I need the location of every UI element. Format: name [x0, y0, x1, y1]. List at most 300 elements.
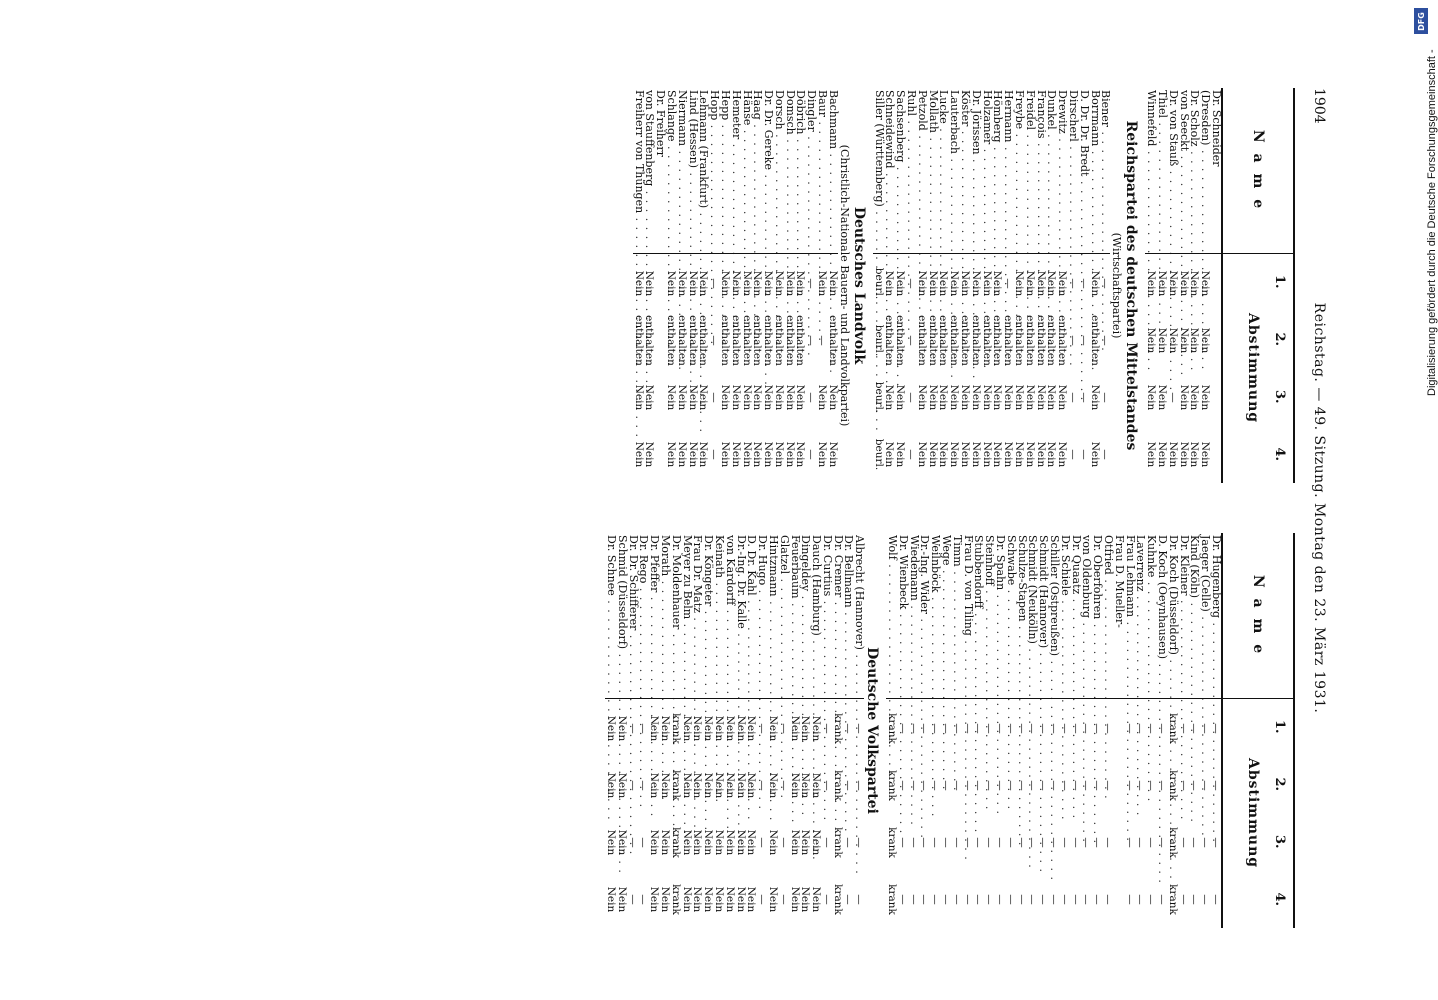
- vote-cell: enthalten: [643, 315, 656, 366]
- vote-cell: Nein: [658, 715, 671, 742]
- vote-cell: —: [1188, 837, 1201, 848]
- vote-cell: —: [1026, 837, 1039, 848]
- member-name: Schmidt (Neukölln) . . .: [1027, 533, 1038, 695]
- member-name: von Kardorff . . .: [724, 533, 735, 695]
- member-name: Steinhoff . . .: [983, 533, 994, 695]
- vote-cell: Nein: [799, 772, 812, 799]
- vote-cell: Nein: [810, 829, 823, 856]
- vote-cell: Nein: [643, 270, 656, 297]
- vote-cell: —: [637, 894, 650, 905]
- vote-cell: —: [1080, 723, 1093, 734]
- vote-cell: enthalten: [751, 315, 764, 366]
- vote-cell: —: [950, 723, 963, 734]
- vote-cell: Nein: [712, 772, 725, 799]
- vote-cell: Nein: [643, 441, 656, 468]
- table-row: [633, 88, 644, 483]
- vote-cell: Nein: [691, 715, 704, 742]
- vote-cell: Nein: [615, 715, 628, 742]
- vote-cell: —: [983, 723, 996, 734]
- vote-cells: [1145, 255, 1156, 483]
- vote-cell: Nein: [751, 384, 764, 411]
- vote-cell: Nein: [1056, 270, 1069, 297]
- member-name: Dingeldey . . .: [800, 533, 811, 695]
- table-row: [806, 88, 817, 483]
- vote-cell: Nein: [1199, 384, 1212, 411]
- vote-cell: Nein: [648, 829, 661, 856]
- vote-cell: —: [972, 837, 985, 848]
- vote-cell: Nein: [915, 384, 928, 411]
- vote-cell: —: [626, 894, 639, 905]
- vote-cell: —: [1077, 449, 1090, 460]
- table-row: [948, 88, 962, 483]
- vote-cell: Nein: [1166, 327, 1179, 354]
- vote-cell: krank: [669, 770, 682, 801]
- vote-cell: Nein: [883, 384, 896, 411]
- vote-cells: [605, 700, 616, 928]
- vote-cell: —: [1177, 780, 1190, 791]
- vote-cell: —: [1015, 894, 1028, 905]
- member-name: Albrecht (Hannover) . . .: [854, 533, 865, 695]
- vote-cell: —: [1210, 894, 1222, 905]
- vote-cell: —: [1026, 723, 1039, 734]
- party-title: Deutsches Landvolk: [850, 206, 867, 365]
- page-number: 1904: [1311, 88, 1327, 124]
- vote-cell: Nein: [883, 270, 896, 297]
- party-subtitle: (Christlich-Nationale Bauern- und Landvolkpartei): [837, 144, 851, 427]
- vote-cell: Nein: [680, 829, 693, 856]
- vote-cell: Nein: [788, 715, 801, 742]
- vote-cell: —: [907, 780, 920, 791]
- member-list: [633, 88, 838, 483]
- party-heading: [864, 533, 880, 928]
- vote-cell: —: [950, 780, 963, 791]
- vote-cell: —: [626, 723, 639, 734]
- vote-cell: Nein: [745, 829, 758, 856]
- vote-cells: [806, 255, 817, 483]
- vote-cells: [983, 700, 994, 928]
- vote-cell: Nein: [734, 772, 747, 799]
- vote-cell: Nein: [783, 441, 796, 468]
- vote-cell: krank: [886, 884, 899, 915]
- vote-cell: Nein: [794, 384, 807, 411]
- vote-cell: —: [994, 894, 1007, 905]
- vote-cell: —: [777, 894, 790, 905]
- vote-cell: enthalten: [729, 315, 742, 366]
- member-name: Meyer zu Belm . . .: [681, 533, 692, 695]
- vote-cell: Nein: [718, 441, 731, 468]
- member-list: [1145, 88, 1221, 483]
- member-name: Keinath . . .: [713, 533, 724, 695]
- vote-cell: —: [805, 335, 818, 346]
- vote-cell: Nein: [697, 384, 710, 411]
- vote-cell: —: [1067, 335, 1080, 346]
- vote-cell: Nein: [794, 441, 807, 468]
- dfg-logo: DFG: [1414, 8, 1428, 34]
- member-name: Petzold . . .: [916, 88, 927, 250]
- vote-cell: Nein: [959, 384, 972, 411]
- vote-cell: Nein: [686, 384, 699, 411]
- vote-cell: —: [1134, 780, 1147, 791]
- vote-cell: Nein: [991, 384, 1004, 411]
- vote-cell: —: [1156, 894, 1169, 905]
- vote-cell: —: [805, 278, 818, 289]
- vote-cell: Nein: [718, 270, 731, 297]
- vote-cell: Nein: [1045, 270, 1058, 297]
- vote-cell: —: [1177, 723, 1190, 734]
- vote-cell: Nein: [794, 270, 807, 297]
- vote-cell: —: [853, 780, 866, 791]
- member-name: Wiedemann . . .: [908, 533, 919, 695]
- vote-cell: krank: [831, 713, 844, 744]
- member-name: Drewitz . . .: [1056, 88, 1067, 250]
- party-title: Deutsche Volkspartei: [864, 647, 881, 814]
- vote-cell: enthalten: [632, 315, 645, 366]
- member-name: von Stauffenberg . . .: [644, 88, 655, 250]
- vote-cell: —: [1077, 392, 1090, 403]
- vote-cell: Nein: [1145, 270, 1158, 297]
- vote-cell: Nein: [915, 441, 928, 468]
- vote-cell: Nein: [740, 270, 753, 297]
- vote-cell: —: [983, 894, 996, 905]
- member-name: D. Dr. Dr. Bredt . . .: [1078, 88, 1089, 250]
- vote-cell: —: [1102, 894, 1115, 905]
- vote-cell: Nein: [826, 384, 839, 411]
- vote-cell: Nein: [718, 384, 731, 411]
- vote-cell: Nein: [948, 441, 961, 468]
- vote-cell: —: [929, 723, 942, 734]
- vote-cell: Nein: [1045, 441, 1058, 468]
- vote-cell: Nein: [959, 270, 972, 297]
- vote-cell: beurl.: [872, 381, 885, 414]
- member-name: (Dresden) . . .: [1199, 88, 1210, 250]
- vote-cell: —: [1145, 894, 1158, 905]
- member-name: Dr. Bellmann . . .: [843, 533, 854, 695]
- vote-cell: Nein: [615, 772, 628, 799]
- vote-cell: —: [777, 780, 790, 791]
- vote-cell: —: [842, 894, 855, 905]
- vote-cell: enthalten: [1034, 315, 1047, 366]
- vote-cell: Nein: [648, 715, 661, 742]
- vote-cell: —: [983, 780, 996, 791]
- vote-cell: —: [918, 894, 931, 905]
- table-row: [873, 88, 884, 483]
- vote-number: 3.: [1272, 389, 1287, 404]
- vote-cell: enthalten: [915, 315, 928, 366]
- vote-cell: Nein: [948, 384, 961, 411]
- party-heading: [838, 88, 867, 483]
- vote-cell: Nein: [1156, 270, 1169, 297]
- party-heading: [1110, 88, 1139, 483]
- vote-cell: —: [842, 837, 855, 848]
- member-name: Winnefeld . . .: [1145, 88, 1156, 250]
- vote-cell: Nein: [751, 270, 764, 297]
- member-name: Dr. Kleiner . . .: [1178, 533, 1189, 695]
- vote-cell: —: [1188, 894, 1201, 905]
- vote-cell: —: [1048, 837, 1061, 848]
- member-name: Döbrich . . .: [795, 88, 806, 250]
- member-name: Dr. Rego . . .: [638, 533, 649, 695]
- vote-cell: krank: [669, 713, 682, 744]
- vote-cells: [886, 700, 897, 928]
- member-name: Dr. Cremer . . .: [832, 533, 843, 695]
- vote-cells: [894, 255, 905, 483]
- vote-cell: Nein: [1177, 384, 1190, 411]
- vote-cell: Nein: [740, 441, 753, 468]
- name-column-header: N a m e: [1223, 88, 1293, 254]
- vote-cell: —: [1145, 723, 1158, 734]
- vote-cell: —: [896, 780, 909, 791]
- vote-cell: —: [1145, 837, 1158, 848]
- vote-cell: Nein: [675, 270, 688, 297]
- vote-cell: Nein: [1056, 441, 1069, 468]
- vote-cell: —: [1099, 392, 1112, 403]
- vote-cell: Nein: [664, 384, 677, 411]
- vote-cell: krank: [886, 770, 899, 801]
- member-name: Schmid (Düsseldorf) . . .: [616, 533, 627, 695]
- vote-cell: —: [626, 780, 639, 791]
- vote-cell: enthalten: [686, 315, 699, 366]
- table-row: [929, 533, 943, 928]
- member-name: Dr. Oberfohren . . .: [1091, 533, 1102, 695]
- vote-cell: —: [1134, 723, 1147, 734]
- vote-cell: Nein: [816, 270, 829, 297]
- member-name: Dr. Jörissen . . .: [970, 88, 981, 250]
- vote-cell: Nein: [1156, 384, 1169, 411]
- vote-cell: Nein: [926, 384, 939, 411]
- member-name: Niermann . . .: [676, 88, 687, 250]
- member-name: Morath . . .: [659, 533, 670, 695]
- vote-cell: enthalten: [883, 315, 896, 366]
- vote-cell: —: [1037, 837, 1050, 848]
- vote-cell: Nein: [702, 772, 715, 799]
- vote-cell: Nein: [1188, 327, 1201, 354]
- vote-cell: Nein: [799, 715, 812, 742]
- member-name: Schneidewind . . .: [884, 88, 895, 250]
- member-name: Frau Lehmann . . .: [1124, 533, 1135, 695]
- vote-cell: —: [961, 780, 974, 791]
- table-row: [1199, 533, 1213, 928]
- vote-cell: Nein: [826, 270, 839, 297]
- vote-cell: enthalten: [969, 315, 982, 366]
- vote-cell: krank: [669, 884, 682, 915]
- member-name: Sachsenberg . . .: [894, 88, 905, 250]
- vote-cell: —: [1188, 723, 1201, 734]
- member-name: Dr. Hugo . . .: [756, 533, 767, 695]
- member-name: Hintzmann . . .: [767, 533, 778, 695]
- vote-cell: Nein: [745, 886, 758, 913]
- member-name: D. Dr. Kahl . . .: [746, 533, 757, 695]
- vote-cell: —: [708, 392, 721, 403]
- vote-cell: —: [994, 723, 1007, 734]
- vote-cell: enthalten: [894, 315, 907, 366]
- vote-cell: Nein: [1188, 270, 1201, 297]
- vote-cell: Nein: [648, 772, 661, 799]
- vote-cell: Nein: [948, 270, 961, 297]
- vote-cell: —: [1123, 780, 1136, 791]
- member-name: Lehmann (Frankfurt) . . .: [698, 88, 709, 250]
- member-name: Dr. Spahn . . .: [994, 533, 1005, 695]
- member-name: Dauch (Hamburg) . . .: [810, 533, 821, 695]
- vote-cell: —: [1199, 723, 1212, 734]
- vote-cell: —: [1069, 894, 1082, 905]
- vote-cell: —: [1210, 837, 1222, 848]
- vote-cell: —: [994, 780, 1007, 791]
- vote-cell: Nein: [810, 715, 823, 742]
- vote-cell: Nein: [1034, 441, 1047, 468]
- vote-cell: Nein: [680, 886, 693, 913]
- member-list: [604, 533, 867, 928]
- vote-cell: —: [907, 837, 920, 848]
- vote-cell: enthalten: [794, 315, 807, 366]
- vote-cell: enthalten: [980, 315, 993, 366]
- member-name: Kind (Köln) . . .: [1189, 533, 1200, 695]
- vote-cell: Nein: [615, 886, 628, 913]
- vote-cell: Nein: [604, 772, 617, 799]
- vote-cell: —: [1048, 723, 1061, 734]
- member-name: Weilnböck . . .: [929, 533, 940, 695]
- vote-cells: [665, 255, 676, 483]
- vote-cell: Nein: [729, 441, 742, 468]
- vote-cell: Nein: [783, 270, 796, 297]
- member-name: Dr. Köngeter . . .: [702, 533, 713, 695]
- vote-cells: [1091, 700, 1102, 928]
- table-row: [1145, 533, 1159, 928]
- vote-cell: Nein: [937, 270, 950, 297]
- vote-cell: Nein: [712, 886, 725, 913]
- vote-cell: Nein: [632, 270, 645, 297]
- member-name: Domsch . . .: [784, 88, 795, 250]
- vote-cell: enthalten: [937, 315, 950, 366]
- vote-cell: —: [1004, 723, 1017, 734]
- vote-cell: —: [950, 837, 963, 848]
- member-name: François . . .: [1035, 88, 1046, 250]
- vote-cell: Nein: [762, 270, 775, 297]
- table-row: [1199, 88, 1213, 483]
- scan-credit: [1412, 8, 1438, 408]
- member-name: Laverrenz . . .: [1135, 533, 1146, 695]
- party-title: Reichspartei des deutschen Mittelstandes: [1123, 120, 1140, 451]
- vote-cell: —: [1102, 723, 1115, 734]
- member-name: Dr. Dr. Gereke . . .: [762, 88, 773, 250]
- vote-cell: —: [1080, 837, 1093, 848]
- vote-number: 4.: [1272, 447, 1287, 462]
- vote-cell: Nein: [604, 886, 617, 913]
- member-name: Hermann . . .: [1002, 88, 1013, 250]
- vote-cell: —: [972, 723, 985, 734]
- vote-cell: Nein: [664, 270, 677, 297]
- vote-cell: —: [907, 723, 920, 734]
- vote-cell: Nein: [915, 270, 928, 297]
- vote-cell: Nein: [1145, 384, 1158, 411]
- vote-cell: enthalten: [1002, 315, 1015, 366]
- vote-cell: —: [756, 837, 769, 848]
- vote-cell: Nein: [734, 715, 747, 742]
- vote-cell: Nein: [762, 441, 775, 468]
- vote-column-header: [1223, 698, 1293, 928]
- vote-cell: Nein: [751, 441, 764, 468]
- vote-cell: enthalten: [826, 315, 839, 366]
- vote-cell: —: [1037, 894, 1050, 905]
- member-name: Jaeger (Celle) . . .: [1199, 533, 1210, 695]
- vote-cell: Nein: [783, 384, 796, 411]
- vote-title: Abstimmung: [1245, 312, 1261, 424]
- vote-cell: —: [1145, 780, 1158, 791]
- vote-cell: enthalten: [697, 315, 710, 366]
- vote-cell: Nein: [772, 384, 785, 411]
- vote-cell: —: [961, 894, 974, 905]
- member-name: Frau D. von Tiling . . .: [962, 533, 973, 695]
- vote-cell: Nein: [1166, 270, 1179, 297]
- member-name: Dingler . . .: [806, 88, 817, 250]
- vote-cell: —: [1210, 723, 1222, 734]
- vote-cell: Nein: [788, 829, 801, 856]
- member-name: Otfried . . .: [1102, 533, 1113, 695]
- vote-cell: —: [961, 723, 974, 734]
- vote-cell: enthalten: [948, 315, 961, 366]
- member-list: [873, 88, 1111, 483]
- vote-cell: —: [896, 837, 909, 848]
- vote-cell: —: [994, 837, 1007, 848]
- vote-cells: [948, 255, 959, 483]
- vote-cell: —: [1026, 780, 1039, 791]
- vote-cell: Nein: [702, 715, 715, 742]
- vote-cell: —: [929, 894, 942, 905]
- vote-cell: —: [1002, 278, 1015, 289]
- member-name: Hemeter . . .: [730, 88, 741, 250]
- member-name: Freidel . . .: [1024, 88, 1035, 250]
- table-row: [894, 88, 908, 483]
- vote-cell: Nein: [697, 270, 710, 297]
- table-row: [1145, 88, 1159, 483]
- vote-cell: Nein: [734, 829, 747, 856]
- vote-cell: —: [1080, 894, 1093, 905]
- member-name: Holzamer . . .: [981, 88, 992, 250]
- vote-cell: —: [1026, 894, 1039, 905]
- member-name: Biener . . .: [1100, 88, 1111, 250]
- member-name: Schmidt (Hannover) . . .: [1037, 533, 1048, 695]
- vote-cell: Nein: [740, 384, 753, 411]
- vote-cell: Nein: [658, 829, 671, 856]
- vote-number: 1.: [1272, 274, 1287, 289]
- vote-cell: Nein: [980, 270, 993, 297]
- member-name: Lind (Hessen) . . .: [687, 88, 698, 250]
- vote-cell: Nein: [1045, 384, 1058, 411]
- vote-cell: Nein: [1002, 441, 1015, 468]
- vote-cell: —: [756, 723, 769, 734]
- vote-cell: Nein: [686, 441, 699, 468]
- vote-cell: —: [1091, 723, 1104, 734]
- vote-cell: krank: [886, 713, 899, 744]
- vote-cell: —: [905, 335, 918, 346]
- vote-cell: —: [896, 723, 909, 734]
- vote-cells: [1037, 700, 1048, 928]
- vote-cell: Nein: [1188, 384, 1201, 411]
- vote-cell: Nein: [691, 886, 704, 913]
- vote-cell: Nein: [1145, 441, 1158, 468]
- vote-column-header: [1223, 253, 1293, 483]
- vote-cell: enthalten: [959, 315, 972, 366]
- member-name: Schiller (Ostpreußen) . . .: [1048, 533, 1059, 695]
- vote-cell: Nein: [691, 829, 704, 856]
- vote-cell: Nein: [658, 886, 671, 913]
- member-name: Köster . . .: [959, 88, 970, 250]
- vote-cell: —: [929, 837, 942, 848]
- vote-cell: —: [1067, 392, 1080, 403]
- vote-cell: Nein: [697, 441, 710, 468]
- member-name: Siller (Württemberg) . . .: [873, 88, 884, 250]
- vote-cell: krank: [831, 770, 844, 801]
- vote-cell: Nein: [675, 441, 688, 468]
